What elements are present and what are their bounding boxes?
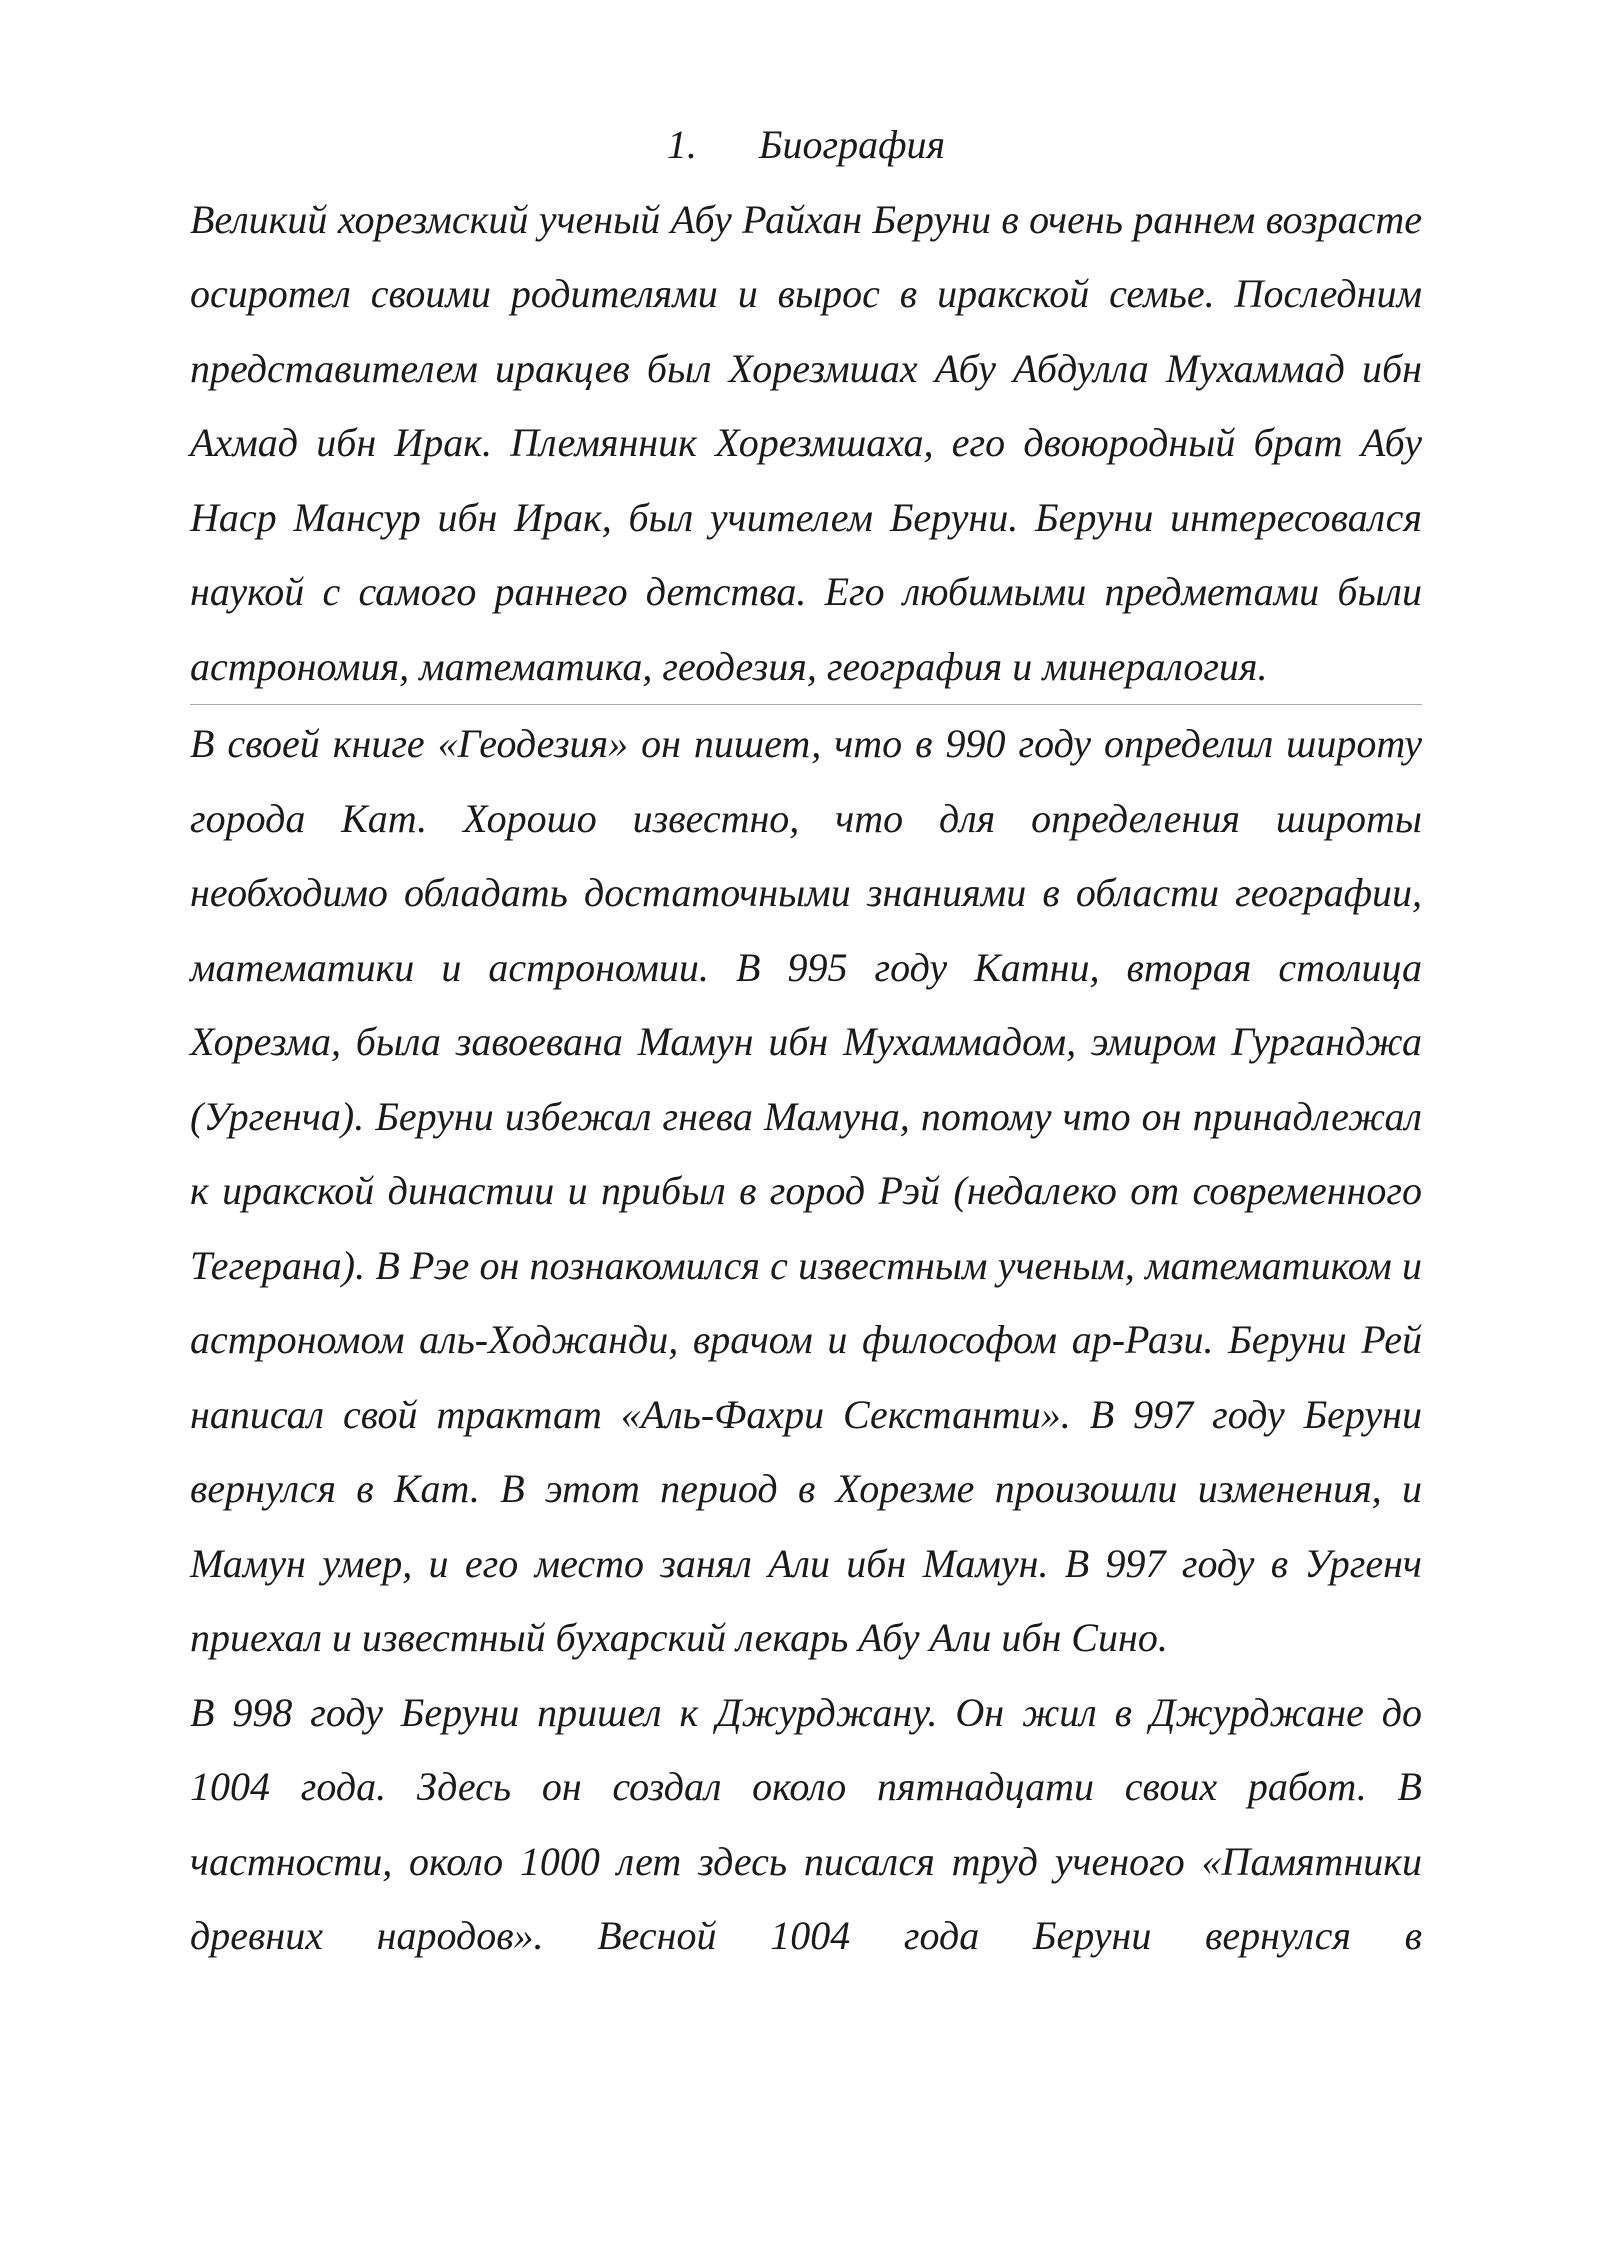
paragraph-3: В 998 году Беруни пришел к Джурджану. Он жил в Джурджане до 1004 года. Здесь он создал около пятнадцати своих работ. В частности, около 1000 лет здесь писался труд ученого «Памятники древних народов». Весной 1004 года Беруни вернулся в: [190, 1689, 1422, 1958]
document-body: [190, 108, 1422, 1974]
section-number: 1.: [666, 122, 697, 167]
section-title: Биография: [758, 122, 946, 167]
divider-line: [190, 704, 1422, 705]
section-heading: [190, 108, 1422, 183]
paragraph-2: В своей книге «Геодезия» он пишет, что в 990 году определил широту города Кат. Хорошо известно, что для определения широты необходимо обладать достаточными знаниями в области географии, математики и астрономии. В 995 году Катни, вторая столица Хорезма, была завоевана Мамун ибн Мухаммадом, эмиром Гурганджа (Ургенча). Беруни избежал гнева Мамуна, потому что он принадлежал к иракской династии и прибыл в город Рэй (недалеко от современного Тегерана). В Рэе он познакомился с известным ученым, математиком и астрономом аль-Ходжанди, врачом и философом ар-Рази. Беруни Рей написал свой трактат «Аль-Фахри Секстанти». В 997 году Беруни вернулся в Кат. В этот период в Хорезме произошли изменения, и Мамун умер, и его место занял Али ибн Мамун. В 997 году в Ургенч приехал и известный бухарский лекарь Абу Али ибн Сино.: [190, 721, 1422, 1660]
paragraph-1: Великий хорезмский ученый Абу Райхан Беруни в очень раннем возрасте осиротел своими родителями и вырос в иракской семье. Последним представителем иракцев был Хорезмшах Абу Абдулла Мухаммад ибн Ахмад ибн Ирак. Племянник Хорезмшаха, его двоюродный брат Абу Наср Мансур ибн Ирак, был учителем Беруни. Беруни интересовался наукой с самого раннего детства. Его любимыми предметами были астрономия, математика, геодезия, география и минералогия.: [190, 196, 1422, 689]
